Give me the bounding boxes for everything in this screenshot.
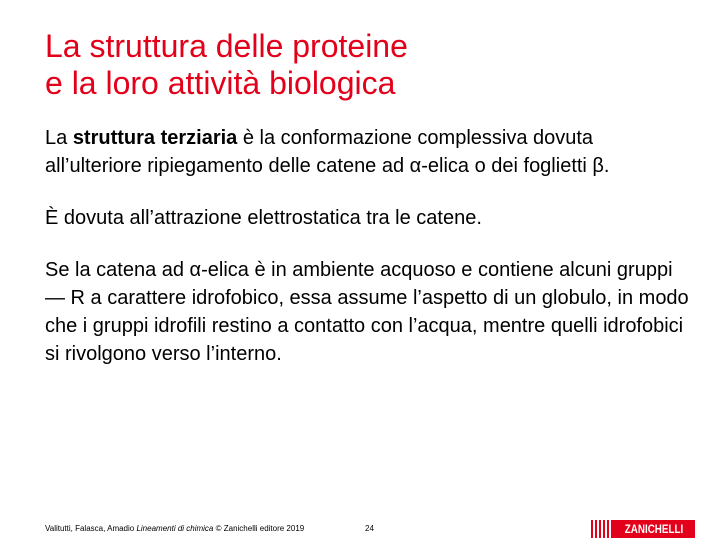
term-tertiary-structure: struttura terziaria <box>72 127 238 149</box>
paragraph-definition-text: è la conformazione complessiva dovuta all’ulteriore ripiegamento delle catene ad α-elica o dei foglietti β. <box>45 127 610 177</box>
slide-title <box>45 28 685 102</box>
slide-body <box>45 124 695 392</box>
slide-title-line-2: e la loro attività biologica <box>45 65 396 101</box>
zanichelli-logo <box>591 520 713 538</box>
paragraph-definition-prefix: La <box>45 127 73 149</box>
paragraph-globule: Se la catena ad α-elica è in ambiente acquoso e contiene alcuni gruppi — R a carattere idrofobico, essa assume l’aspetto di un globulo, in modo che i gruppi idrofili restino a contatto con l’acqua, mentre quelli idrofobici si rivolgono verso l’interno. <box>45 259 689 365</box>
logo-stripes-icon <box>591 520 613 538</box>
logo-wordmark: ZANICHELLI <box>613 520 695 538</box>
page-number: 24 <box>365 524 374 533</box>
paragraph-cause: È dovuta all’attrazione elettrostatica tra le catene. <box>45 207 482 229</box>
slide-title-line-1: La struttura delle proteine <box>45 28 408 64</box>
footer-authors: Valitutti, Falasca, Amadio <box>45 524 137 533</box>
footer-book-title: Lineamenti di chimica <box>136 524 214 533</box>
paragraph-definition <box>45 124 695 180</box>
footer-credits <box>45 524 304 534</box>
footer-publisher: © Zanichelli editore 2019 <box>213 524 305 533</box>
